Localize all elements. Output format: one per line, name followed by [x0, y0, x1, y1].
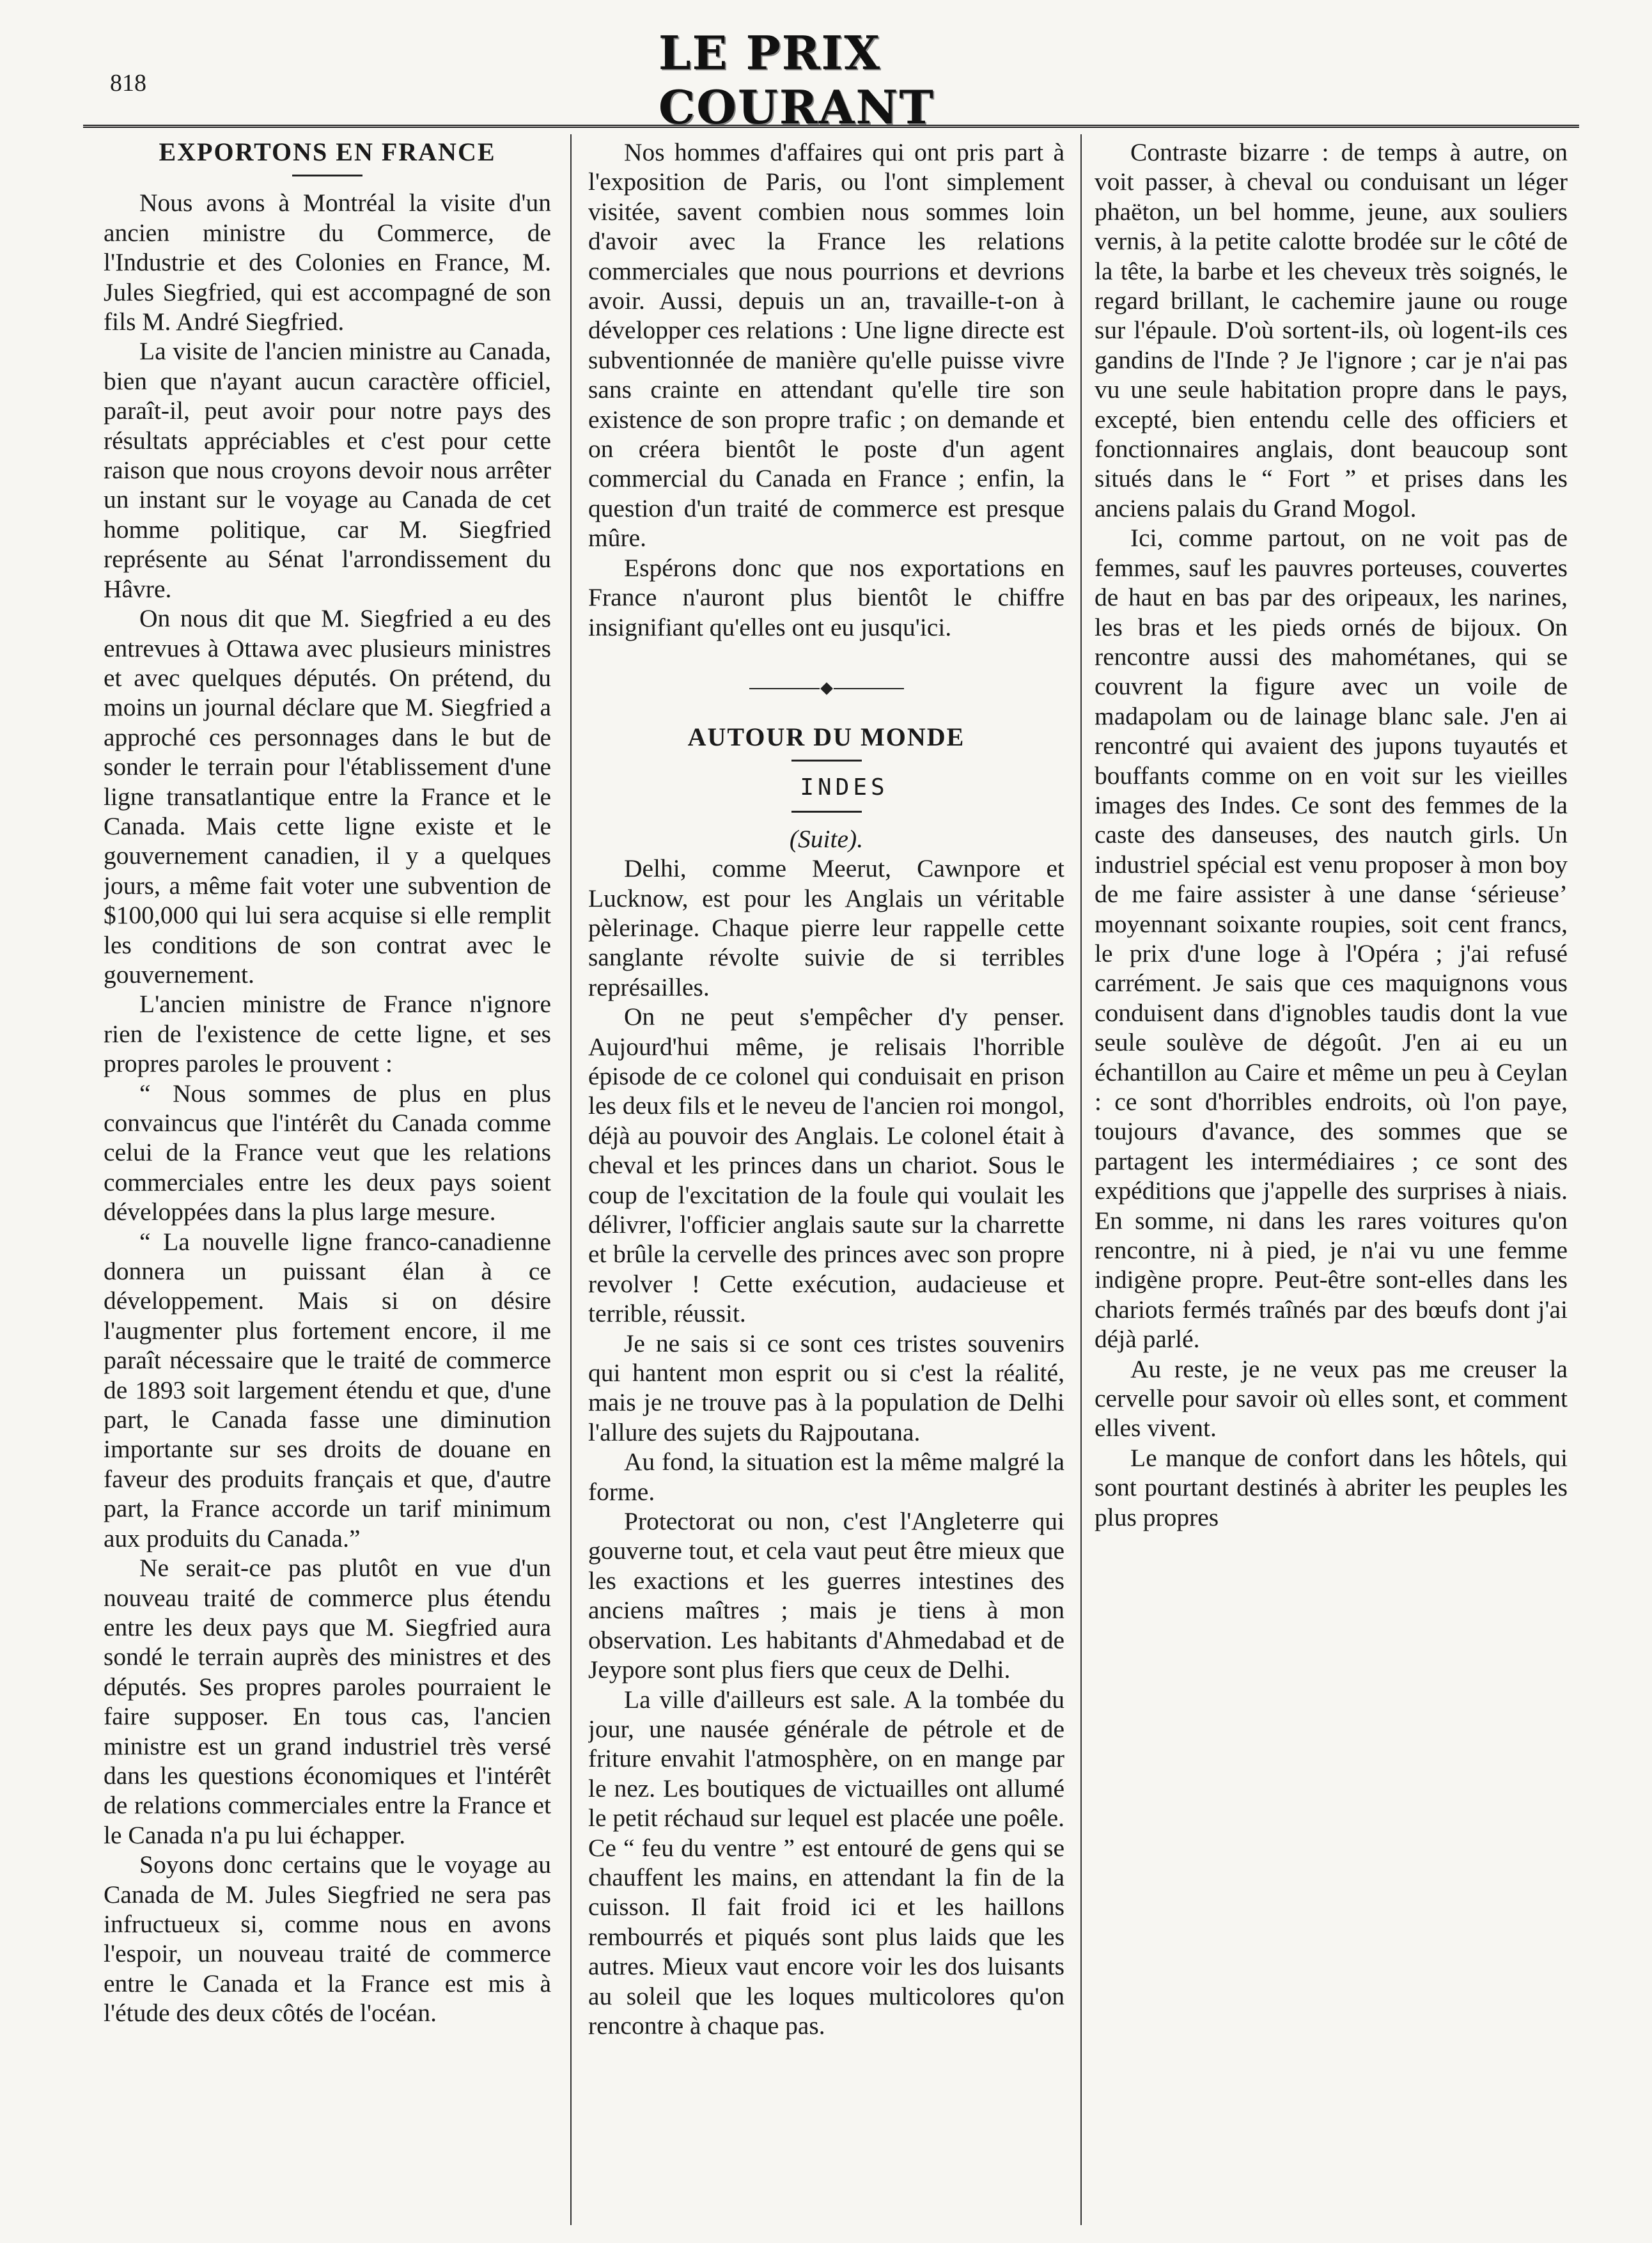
column-2	[588, 137, 1064, 2228]
title-rule	[292, 175, 362, 176]
paragraph: “ Nous sommes de plus en plus convaincus que l'intérêt du Canada comme celui de la France veut que les relations commerciales entre les deux pays soient développées dans la plus large mesure.	[104, 1079, 551, 1226]
paragraph: On nous dit que M. Siegfried a eu des entrevues à Ottawa avec plusieurs ministres et avec quelques députés. On prétend, du moins un journal déclare que M. Siegfried a approché ces personnages dans le but de sonder le terrain pour l'établissement d'une ligne transatlantique entre la France et le Canada. Mais cette ligne existe et le gouvernement canadien, il y a quelques jours, a même fait voter une subvention de $100,000 qui lui sera acquise si elle remplit les conditions de son contrat avec le gouvernement.	[104, 604, 551, 989]
page-number: 818	[110, 70, 146, 97]
paragraph: Ne serait-ce pas plutôt en vue d'un nouveau traité de commerce plus étendu entre les deux pays que M. Siegfried aura sondé le terrain auprès des ministres et des députés. Ses propres paroles pourraient le faire supposer. En tous cas, l'ancien ministre est un grand industriel très versé dans les questions économiques et l'intérêt de relations commerciales entre la France et le Canada n'a pu lui échapper.	[104, 1554, 551, 1849]
paragraph: Protectorat ou non, c'est l'Angleterre qui gouverne tout, et cela vaut peut être mieux que les exactions et les guerres intestines des anciens maîtres ; mais je tiens à mon observation. Les habitants d'Ahmedabad et de Jeypore sont plus fiers que ceux de Delhi.	[588, 1507, 1064, 1684]
paragraph: La visite de l'ancien ministre au Canada, bien que n'ayant aucun caractère officiel, paraît-il, peut avoir pour notre pays des résultats appréciables et c'est pour cette raison que nous croyons devoir nous arrêter un instant sur le voyage au Canada de cet homme politique, car M. Siegfried représente au Sénat l'arrondissement du Hâvre.	[104, 337, 551, 603]
article-title: AUTOUR DU MONDE	[687, 722, 965, 751]
title-rule	[791, 760, 862, 762]
suite-label: (Suite).	[789, 824, 864, 853]
paragraph: Soyons donc certains que le voyage au Canada de M. Jules Siegfried ne sera pas infructueux si, comme nous en avons l'espoir, un nouveau traité de commerce entre le Canada et la France est mis à l'étude des deux côtés de l'océan.	[104, 1850, 551, 2028]
masthead-title: LE PRIX COURANT	[658, 26, 935, 134]
paragraph: Espérons donc que nos exportations en France n'auront plus bientôt le chiffre insignifiant qu'elles ont eu jusqu'ici.	[588, 553, 1064, 641]
column-divider	[1080, 134, 1082, 2225]
article-title: EXPORTONS EN FRANCE	[159, 137, 496, 166]
column-3	[1095, 137, 1568, 2228]
paragraph: Au reste, je ne veux pas me creuser la cervelle pour savoir où elles sont, et comment elles vivent.	[1095, 1354, 1568, 1442]
paragraph: Le manque de confort dans les hôtels, qui sont pourtant destinés à abriter les peuples les plus propres	[1095, 1443, 1568, 1531]
paragraph: Ici, comme partout, on ne voit pas de femmes, sauf les pauvres porteuses, couvertes de haut en bas par des oripeaux, les narines, les bras et les pieds ornés de bijoux. On rencontre aussi des mahométanes, qui se couvrent la figure avec un voile de madapolam ou de lainage blanc sale. J'en ai rencontré qui avaient des jupons tuyautés et bouffants comme on en voit sur les vieilles images des Indes. Ce sont des femmes de la caste des danseuses, des nautch girls. Un industriel spécial est venu proposer à mon boy de me faire assister à une danse ‘sérieuse’ moyennant soixante roupies, soit cent francs, le prix d'une loge à l'Opéra ; j'ai refusé carrément. Je sais que ces maquignons vous conduisent dans d'ignobles taudis dont la vue seule soulève de dégoût. J'en ai eu un échantillon au Caire et même un peu à Ceylan : ce sont d'horribles endroits, où l'on paye, toujours d'avance, des sommes que se partagent les intermédiaires ; ce sont des expéditions que j'appelle des surprises à niais. En somme, ni dans les rares voitures qu'on rencontre, ni à pied, je n'ai vu une femme indigène propre. Peut-être sont-elles dans les chariots fermés traînés par des bœufs dont j'ai déjà parlé.	[1095, 524, 1568, 1354]
section-ornament	[588, 685, 1064, 692]
paragraph: Je ne sais si ce sont ces tristes souvenirs qui hantent mon esprit ou si c'est la réalité, mais je ne trouve pas à la population de Delhi l'allure des sujets du Rajpoutana.	[588, 1329, 1064, 1446]
paragraph: Delhi, comme Meerut, Cawnpore et Lucknow, est pour les Anglais un véritable pèlerinage. Chaque pierre leur rappelle cette sanglante révolte suivie de si terribles représailles.	[588, 854, 1064, 1001]
paragraph: On ne peut s'empêcher d'y penser. Aujourd'hui même, je relisais l'horrible épisode de ce colonel qui conduisait en prison les deux fils et le neveu de l'ancien roi mongol, déjà au pouvoir des Anglais. Le colonel était à cheval et les princes dans un chariot. Sous le coup de l'excitation de la foule qui voulait les délivrer, l'officier anglais saute sur la charrette et brûle la cervelle des princes avec son propre revolver ! Cette exécution, audacieuse et terrible, réussit.	[588, 1003, 1064, 1328]
subtitle-rule	[791, 811, 862, 813]
header-rule	[83, 125, 1579, 128]
column-divider	[570, 134, 572, 2225]
paragraph: “ La nouvelle ligne franco-canadienne donnera un puissant élan à ce développement. Mais si on désire l'augmenter plus fortement encore, il me paraît nécessaire que le traité de commerce de 1893 soit largement étendu et que, d'une part, le Canada fasse une diminution importante sur ses droits de douane en faveur des produits français et que, d'autre part, la France accorde un tarif minimum aux produits du Canada.”	[104, 1227, 551, 1552]
column-1	[104, 137, 551, 2228]
masthead-logo	[658, 26, 991, 134]
paragraph: Nous avons à Montréal la visite d'un ancien ministre du Commerce, de l'Industrie et des Colonies en France, M. Jules Siegfried, qui est accompagné de son fils M. André Siegfried.	[104, 189, 551, 336]
article-subtitle: INDES	[800, 774, 889, 801]
paragraph: La ville d'ailleurs est sale. A la tombée du jour, une nausée générale de pétrole et de friture envahit l'atmosphère, on en mange par le nez. Les boutiques de victuailles ont allumé le petit réchaud sur lequel est placée une poêle. Ce “ feu du ventre ” est entouré de gens qui se chauffent les mains, en attendant la fin de la cuisson. Il fait froid ici et les haillons rembourrés et piqués sont plus laids que les autres. Mieux vaut encore voir les dos luisants au soleil que les loques multicolores qu'on rencontre à chaque pas.	[588, 1685, 1064, 2040]
paragraph: Nos hommes d'affaires qui ont pris part à l'exposition de Paris, ou l'ont simplement visitée, savent combien nous sommes loin d'avoir avec la France les relations commerciales que nous pourrions et devrions avoir. Aussi, depuis un an, travaille-t-on à développer ces relations : Une ligne directe est subventionnée de manière qu'elle puisse vivre sans crainte en attendant qu'elle tire son existence de son propre trafic ; on demande et on créera bientôt le poste d'un agent commercial du Canada en France ; enfin, la question d'un traité de commerce est presque mûre.	[588, 138, 1064, 552]
paragraph: Contraste bizarre : de temps à autre, on voit passer, à cheval ou conduisant un léger phaëton, un bel homme, jeune, aux souliers vernis, à la petite calotte brodée sur le côté de la tête, la barbe et les cheveux très soignés, le regard brillant, le cachemire jaune ou rouge sur l'épaule. D'où sortent-ils, où logent-ils ces gandins de l'Inde ? Je l'ignore ; car je n'ai pas vu une seule habitation propre dans le pays, excepté, bien entendu celle des officiers et fonctionnaires anglais, dont beaucoup sont situés dans le “ Fort ” et prises dans les anciens palais du Grand Mogol.	[1095, 138, 1568, 522]
paragraph: L'ancien ministre de France n'ignore rien de l'existence de cette ligne, et ses propres paroles le prouvent :	[104, 990, 551, 1078]
paragraph: Au fond, la situation est la même malgré la forme.	[588, 1448, 1064, 1506]
